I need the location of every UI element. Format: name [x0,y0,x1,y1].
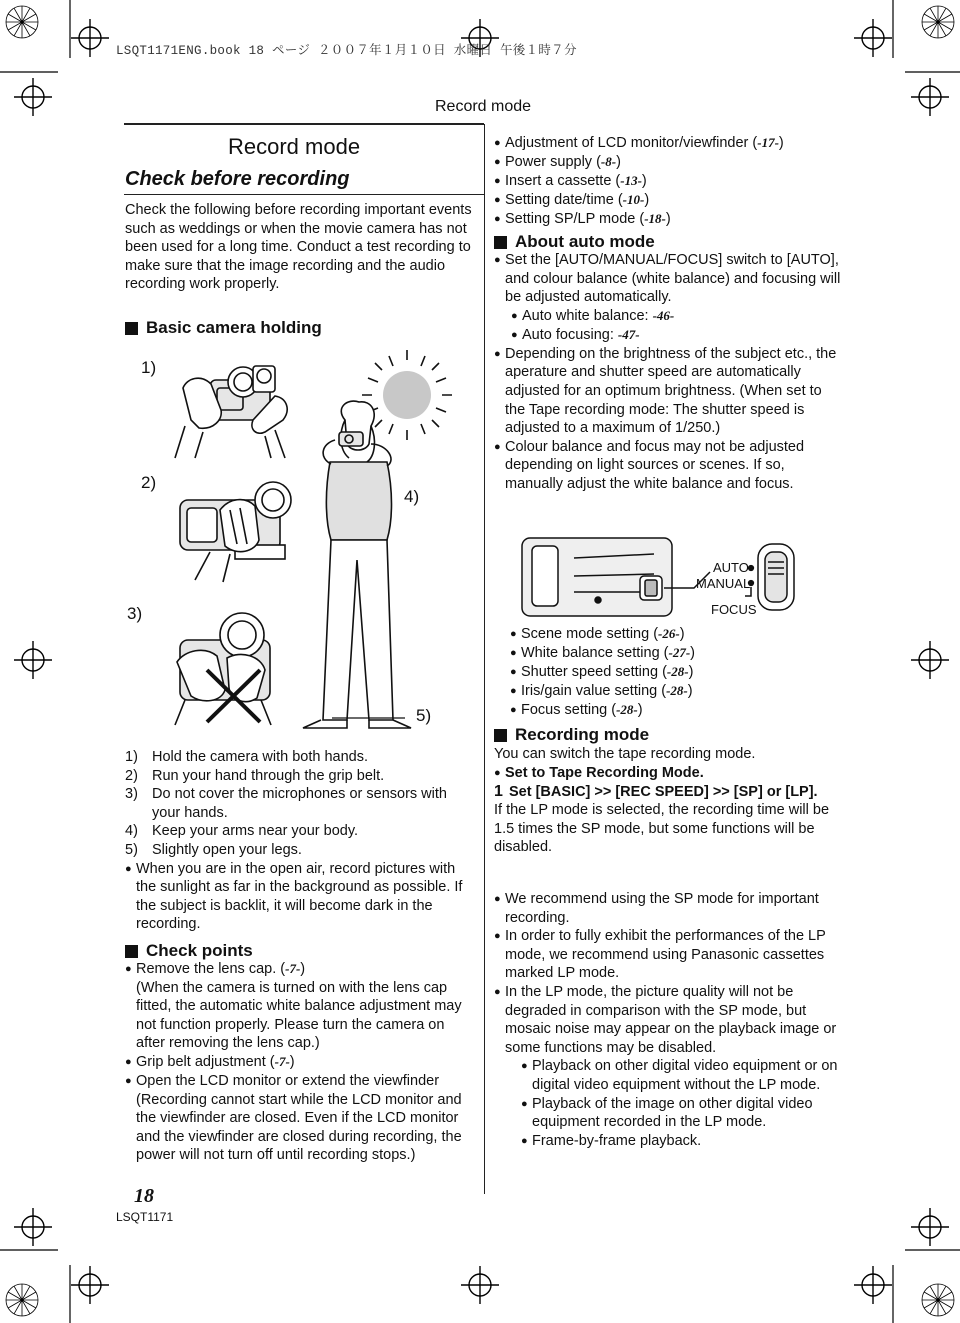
list-item: ● Auto white balance: -46- [511,307,675,324]
bullet-icon: ● [494,930,501,943]
list-item: ● Shutter speed setting (-28-) [510,664,694,680]
list-item: ● Iris/gain value setting (-28-) [510,683,693,699]
list-item: 5) Slightly open your legs. [125,841,302,858]
list-item: ● White balance setting (-27-) [510,645,696,661]
fig4-5-standing-person [303,401,411,728]
bullet-icon: ● [521,1097,528,1110]
pre-check-list [494,134,844,229]
figure-label-4: 4) [404,487,420,506]
heading-check-points: Check points [125,941,253,961]
list-item: ● Setting date/time (-10-) [494,192,650,208]
list-item: ● Insert a cassette (-13-) [494,173,647,189]
bullet-icon: ● [521,1134,528,1147]
switch-label-focus: FOCUS [711,602,757,617]
list-item: ● Open the LCD monitor or extend the viewfinder (Recording cannot start while the LCD monitor and the viewfinder are closed. Even if the LCD monitor and the viewfinder are closed during recording, the power will not turn off until recording stops.) [125,1072,462,1164]
heading-basic-camera-holding [125,318,322,338]
bullet-icon: ● [521,1060,528,1073]
bullet-icon: ● [510,685,517,697]
bullet-icon: ● [494,985,501,998]
check-points-list [125,960,475,1165]
list-item: 4) Keep your arms near your body. [125,823,359,840]
fig3-do-not-cover [175,613,271,725]
bullet-icon: ● [494,194,501,206]
bullet-icon: ● [494,175,501,187]
sunlight-note: ● When you are in the open air, record pictures with the sunlight as far in the background as possible. If the subject is backlit, it will become dark in the recording. [125,860,463,933]
list-item: ● Frame-by-frame playback. [521,1132,702,1149]
switch-label-manual: MANUAL [696,576,751,591]
bullet-icon: ● [511,309,518,322]
bullet-icon: ● [494,156,501,168]
list-item: ● Scene mode setting (-26-) [510,626,685,642]
section-subtitle: Check before recording [125,168,350,190]
manual-settings-list [510,625,845,720]
list-item: ● Set the [AUTO/MANUAL/FOCUS] switch to [AUTO], and colour balance (white balance) and focusing will be adjusted automatically. [494,252,841,306]
switch-label-auto: AUTO [713,560,749,575]
auto-manual-focus-switch-illustration [514,528,834,620]
top-rule [124,123,484,125]
bullet-icon: ● [494,213,501,225]
bullet-icon: ● [510,647,517,659]
auto-mode-list [494,251,844,494]
bullet-icon: ● [125,963,132,975]
subtitle-rule [124,194,484,195]
running-head: Record mode [435,98,532,115]
heading-square-icon [494,236,507,249]
list-item: ● Setting SP/LP mode (-18-) [494,211,671,227]
figure-label-1: 1) [141,358,157,377]
intro-paragraph: Check the following before recording important events such as weddings or when the movie camera has not been used for a long time. Conduct a test recording to make sure that the image recording and the audio recording work properly. [125,202,472,293]
list-item: ● In order to fully exhibit the performances of the LP mode, we recommend using Panasonic cassettes marked LP mode. [494,928,826,982]
column-divider [484,124,485,1194]
figure-label-2: 2) [141,473,157,492]
list-item: ● Auto focusing: -47- [511,326,640,343]
file-header: LSQT1171ENG.book 18 ページ ２００７年１月１０日 水曜日 午後１時７分 [116,44,577,58]
bullet-icon: ● [510,628,517,640]
bullet-icon: ● [125,1074,132,1087]
model-code: LSQT1171 [116,1210,174,1224]
page-number: 18 [134,1185,154,1207]
list-item: ● Playback of the image on other digital video equipment recorded in the LP mode. [521,1095,813,1131]
bullet-icon: ● [494,347,501,360]
lp-note: If the LP mode is selected, the recording time will be 1.5 times the SP mode, but some functions will be disabled. [494,802,830,856]
bullet-icon: ● [494,137,501,149]
bullet-icon: ● [125,862,132,875]
list-item: 1) Hold the camera with both hands. [125,749,369,765]
fig2-grip-belt [180,482,291,582]
heading-square-icon [125,322,138,335]
list-item: ● Remove the lens cap. (-7-) (When the camera is turned on with the lens cap fitted, the automatic white balance adjustment may not function properly. Please turn the camera on after removing the lens cap.) [125,961,462,1052]
heading-recording-mode: Recording mode [494,725,649,745]
list-item: ● Adjustment of LCD monitor/viewfinder (-17-) [494,135,784,151]
step-1: 1 Set [BASIC] >> [REC SPEED] >> [SP] or [LP]. [494,782,818,800]
list-item: 2) Run your hand through the grip belt. [125,767,385,784]
bullet-icon: ● [510,704,517,716]
figure-label-3: 3) [127,604,143,623]
list-item: ● We recommend using the SP mode for important recording. [494,891,819,926]
list-item: ● In the LP mode, the picture quality will not be degraded in comparison with the SP mode, but mosaic noise may appear on the playback image or some functions may be disabled. [494,983,837,1056]
bullet-icon: ● [510,666,517,678]
heading-text: Basic camera holding [146,318,322,337]
list-item: ● Power supply (-8-) [494,154,621,170]
bullet-icon: ● [125,1055,132,1068]
bullet-icon: ● [494,254,501,266]
recommend-list [494,890,844,1151]
fig1-two-hands-camera [175,366,287,458]
figure-label-5: 5) [416,706,432,725]
recording-intro: You can switch the tape recording mode. [494,746,756,762]
list-item: ● Depending on the brightness of the subject etc., the aperature and shutter speed are automatically adjusted for an optimum brightness. (When set to the Tape recording mode: The shutter speed is adjusted to a maximum of 1/250.) [494,345,837,437]
recording-mode-block [494,745,844,857]
bullet-icon: ● [494,766,501,779]
heading-square-icon [494,729,507,742]
bullet-icon: ● [511,328,518,341]
camera-holding-illustration [125,340,465,750]
bullet-icon: ● [494,893,501,905]
holding-list [125,748,475,934]
list-item: ● Focus setting (-28-) [510,702,643,718]
heading-about-auto-mode: About auto mode [494,232,655,252]
list-item: ● Playback on other digital video equipment or on digital video equipment without the LP mode. [521,1058,838,1093]
sun-icon [362,350,452,440]
list-item: ● Grip belt adjustment (-7-) [125,1053,295,1070]
heading-square-icon [125,945,138,958]
list-item: 3) Do not cover the microphones or sensors with your hands. [125,786,447,821]
bullet-icon: ● [494,440,501,453]
list-item: ● Colour balance and focus may not be adjusted depending on light sources or scenes. If so, manually adjust the white balance and focus. [494,438,805,492]
page-title: Record mode [228,134,361,159]
set-to-instruction: ● Set to Tape Recording Mode. [494,764,704,781]
